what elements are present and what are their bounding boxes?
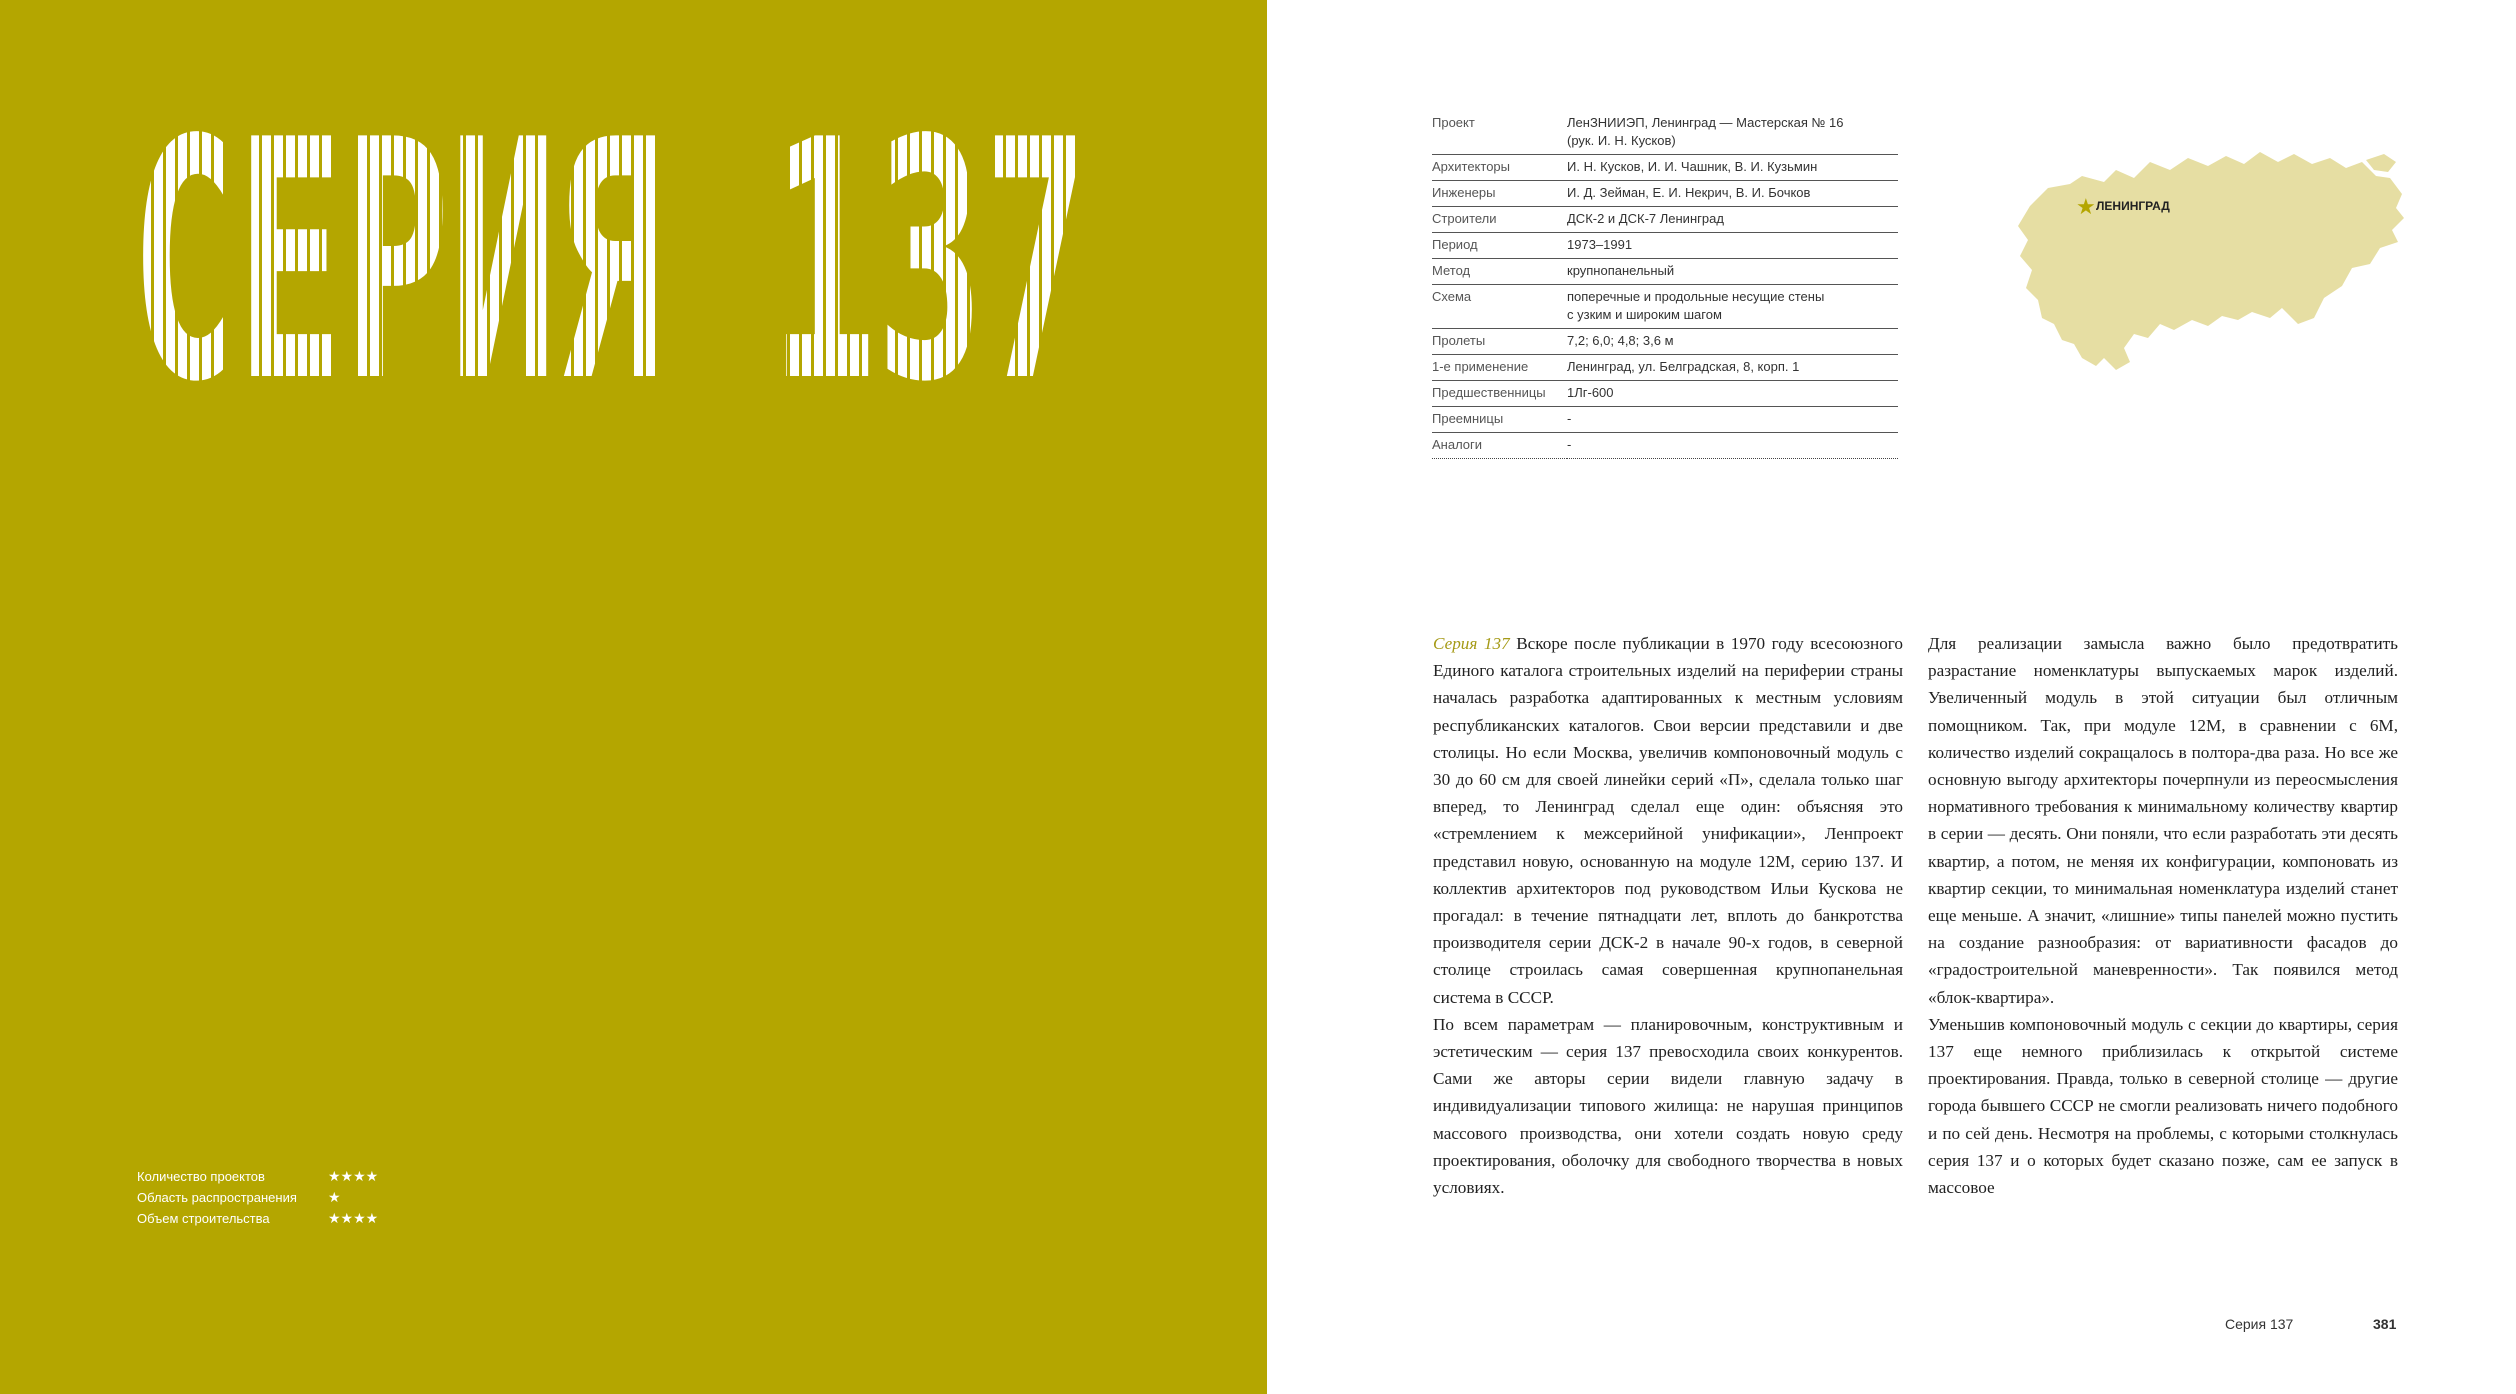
spec-key: Архитекторы [1432,155,1567,181]
spec-row [1432,381,1898,407]
spec-value: - [1567,407,1898,433]
spec-value: ЛенЗНИИЭП, Ленинград — Мастерская № 16 (рук. И. Н. Кусков) [1567,111,1898,155]
spec-value: крупнопанельный [1567,259,1898,285]
rating-label: Количество проектов [137,1169,265,1184]
paragraph: Для реализации замысла важно было предотвратить разрастание номенклатуры выпускаемых марок изделий. Увеличенный модуль в этой ситуации был отличным помощником. Так, при модуле 12М, в сравнении с 6М, количество изделий сокращалось в полтора-два раза. Но все же основную выгоду архитекторы почерпнули из переосмысления нормативного требования к минимальному количеству квартир в серии — десять. Они поняли, что если разработать эти десять квартир, а потом, не меняя их конфигурации, компоновать из квартир секции, то минимальная номенклатура изделий станет еще меньше. А значит, «лишние» типы панелей можно пустить на создание разнообразия: от вариативности фасадов до «градостроительной маневренности». Так появился метод «блок-квартира». [1928,634,2398,1007]
rating-row [137,1208,437,1229]
spec-row [1432,207,1898,233]
spec-key: Предшественницы [1432,381,1567,407]
spec-row [1432,433,1898,459]
spec-row [1432,355,1898,381]
spec-key: Метод [1432,259,1567,285]
spec-key: Преемницы [1432,407,1567,433]
series-title: СЕРИЯ 137 [130,108,1090,388]
lead-in: Серия 137 [1433,634,1510,653]
spec-key: Схема [1432,285,1567,329]
spec-key: Проект [1432,111,1567,155]
rating-stars: ★★★★ [328,1168,379,1184]
spec-row [1432,181,1898,207]
running-title: Серия 137 [2225,1316,2294,1332]
star-marker-icon: ★ [2076,195,2096,220]
paragraph: Серия 137 Вскоре после публикации в 1970 году всесоюзного Единого каталога строительных изделий на периферии страны началась разработка адаптированных к местным условиям республиканских каталогов. Свои версии представили и две столицы. Но если Москва, увеличив компоновочный модуль с 30 до 60 см для своей линейки серий «П», сделала только шаг вперед, то Ленинград сделал еще один: объясняя это «стремлением к межсерийной унификации», Ленпроект представил новую, основанную на модуле 12М, серию 137. И коллектив архитекторов под руководством Ильи Кускова не прогадал: в течение пятнадцати лет, вплоть до банкротства производителя серии ДСК-2 в начале 90-х годов, в северной столице строилась самая совершенная крупнопанельная система в СССР. [1433,634,1903,1007]
spec-row [1432,111,1898,155]
paragraph: По всем параметрам — планировочным, конструктивным и эстетическим — серия 137 превосходила своих конкурентов. Сами же авторы серии видели главную задачу в индивидуализации типового жилища: не нарушая принципов массового производства, они хотели создать новую среду проектирования, оболочку для свободного творчества в новых условиях. [1433,1014,1903,1198]
spec-value: И. Н. Кусков, И. И. Чашник, В. И. Кузьмин [1567,155,1898,181]
spec-key: Строители [1432,207,1567,233]
spec-key: Аналоги [1432,433,1567,459]
spec-row [1432,259,1898,285]
paragraph: Уменьшив компоновочный модуль с секции до квартиры, серия 137 еще немного приблизилась к открытой системе проектирования. Правда, только в северной столице — другие города бывшего СССР не смогли реализовать ничего подобного и по сей день. Несмотря на проблемы, с которыми столкнулась серия 137 и о которых будет сказано позже, сам ее запуск в массовое [1928,1014,2398,1198]
spec-value: поперечные и продольные несущие стены с узким и широким шагом [1567,285,1898,329]
spec-row [1432,233,1898,259]
rating-label: Область распространения [137,1190,297,1205]
spec-key: Период [1432,233,1567,259]
spec-row [1432,285,1898,329]
spec-key: 1-е применение [1432,355,1567,381]
stencil-title [130,108,1120,388]
map-landmass-east [2366,154,2396,172]
body-column-2 [1928,630,2398,1201]
map-landmass [2018,152,2404,370]
rating-stars: ★ [328,1189,341,1205]
spec-value: - [1567,433,1898,459]
spec-value: 1Лг-600 [1567,381,1898,407]
rating-row [137,1187,437,1208]
spec-key: Инженеры [1432,181,1567,207]
page-number: 381 [2373,1316,2397,1332]
body-column-1 [1433,630,1903,1201]
spec-row [1432,329,1898,355]
spec-value: ДСК-2 и ДСК-7 Ленинград [1567,207,1898,233]
spec-row [1432,155,1898,181]
spec-row [1432,407,1898,433]
rating-row [137,1166,437,1187]
rating-stars: ★★★★ [328,1210,379,1226]
spec-value: И. Д. Зейман, Е. И. Некрич, В. И. Бочков [1567,181,1898,207]
ussr-map [2012,148,2407,388]
rating-label: Объем строительства [137,1211,270,1226]
spec-value: 7,2; 6,0; 4,8; 3,6 м [1567,329,1898,355]
spec-table [1432,111,1898,459]
spec-key: Пролеты [1432,329,1567,355]
city-label: ЛЕНИНГРАД [2096,199,2170,213]
spec-value: Ленинград, ул. Белградская, 8, корп. 1 [1567,355,1898,381]
spec-value: 1973–1991 [1567,233,1898,259]
ratings-block [137,1166,437,1229]
